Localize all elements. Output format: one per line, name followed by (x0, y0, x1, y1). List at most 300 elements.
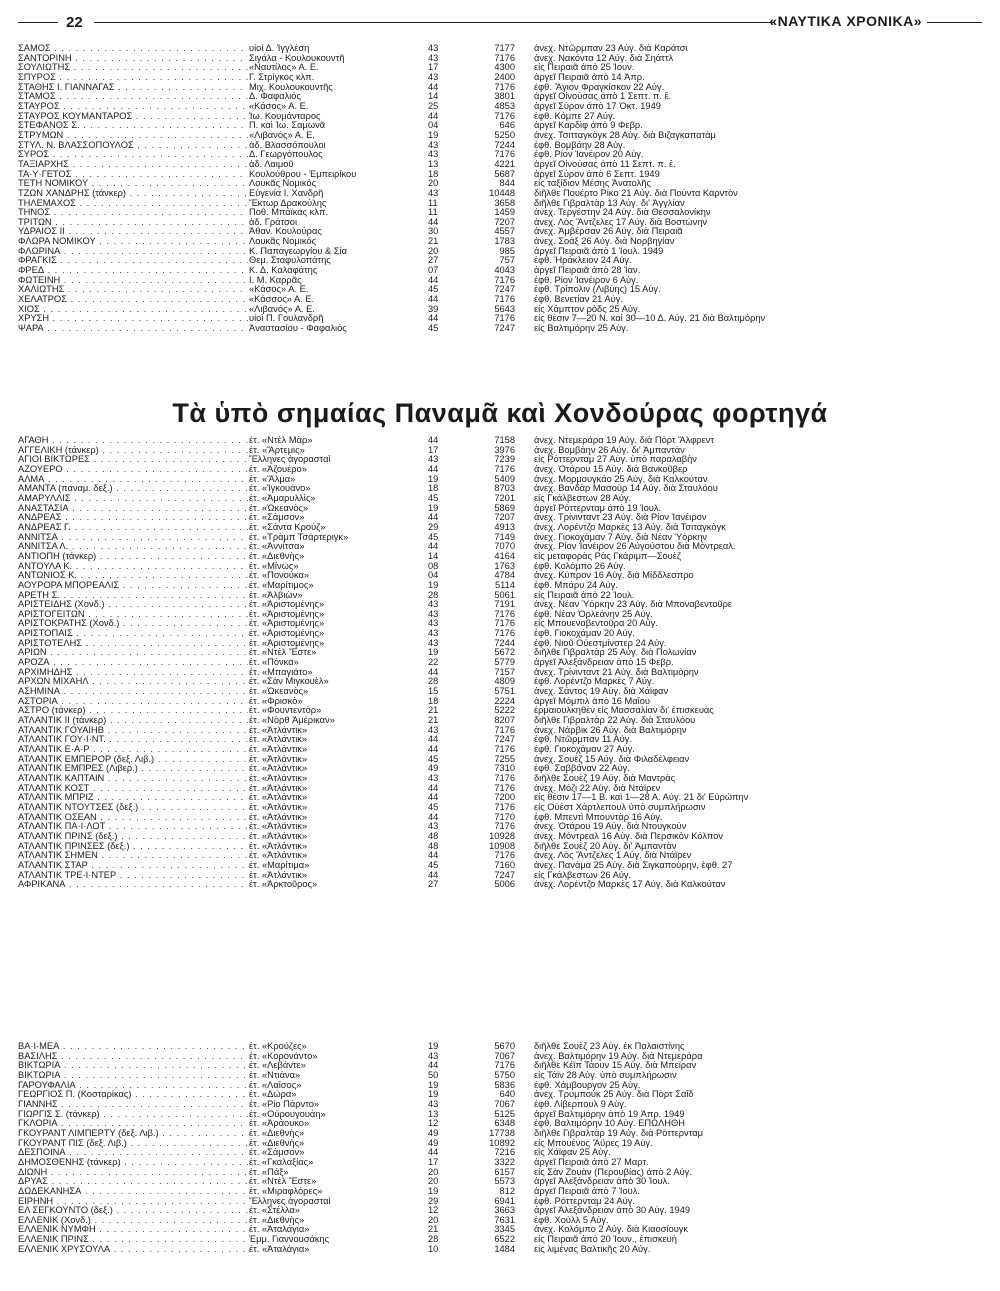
owner: ἑτ. «Μαρίτιμος» (249, 580, 314, 590)
owner: ἀδ. Βλασσόπουλοι (249, 140, 326, 150)
gross-tons-code: 45 (428, 532, 439, 542)
ship-name: ΑΡΕΤΗ Σ. . . . (18, 591, 248, 601)
status: εἰς θέσιν 17—1 Β. καὶ 1—28 Α. Αὐγ. 21 δι' Εὐρώπην (534, 793, 749, 803)
ship-name: ΑΤΛΑΝΤΙΚ Ε·Α·Ρ . . . (18, 745, 248, 755)
status: ἀνεχ. Κύπρον 16 Αὐγ. διὰ Μίδδλεσπρο (534, 571, 694, 581)
ship-row (18, 1168, 978, 1178)
status: διῆλθε Σουὲζ 23 Αὐγ. ἐκ Παλαιστίνης (534, 1042, 685, 1051)
gross-tons-code: 44 (428, 812, 439, 822)
tonnage: 7176 (494, 629, 515, 639)
ship-name: ΔΗΜΟΣΘΕΝΗΣ (τάνκερ) . . . (18, 1158, 248, 1168)
ship-name: ΦΡΑΓΚΙΣ . . . (18, 256, 248, 266)
gross-tons-code: 13 (428, 1109, 439, 1119)
status: ἀνεχ. Μορμουγκάο 25 Αὐγ. διὰ Καλκούταν (534, 474, 708, 484)
gross-tons-code: 21 (428, 237, 439, 247)
ship-row (18, 880, 978, 890)
ship-row (18, 697, 978, 707)
gross-tons-code: 14 (428, 551, 439, 561)
tonnage: 5672 (494, 648, 515, 658)
tonnage: 3658 (494, 198, 515, 208)
tonnage: 7070 (494, 542, 515, 552)
gross-tons-code: 17 (428, 445, 439, 455)
owner: ἑτ. «Σάντα Κρούζ» (249, 522, 326, 532)
owner: Κουλούθρου - Ἐμπειρίκου (249, 169, 357, 179)
status: ἀργεῖ Ἀλεξάνδρειαν ἀπὸ 30 Ἰουλ. (534, 1177, 670, 1187)
tonnage: 6348 (494, 1119, 515, 1129)
status: ἀνεχ. Ἀμβέρσαν 26 Αὐγ. διὰ Πειραιᾶ (534, 227, 683, 237)
ship-row (18, 112, 978, 122)
ship-name: ΣΤΥΛ. Ν. ΒΛΑΣΣΟΠΟΥΛΟΣ . . . (18, 141, 248, 151)
ship-name: ΣΤΑΥΡΟΣ ΚΟΥΜΑΝΤΑΡΟΣ . . . (18, 112, 248, 122)
gross-tons-code: 44 (428, 295, 439, 305)
ship-name: ΧΡΥΣΗ . . . (18, 314, 248, 324)
gross-tons-code: 43 (428, 1051, 439, 1061)
owner: ἑτ. «Ἀτλάντικ» (249, 812, 308, 822)
ship-name: ΑΝΝΙΤΣΑ . . . (18, 533, 248, 543)
gross-tons-code: 13 (428, 159, 439, 169)
owner: ἑτ. «Σὰν Μιγκουὲλ» (249, 677, 329, 687)
owner: «Λιβανός» Α. Ε. (249, 304, 315, 314)
owner: Εὐγενία Ι. Χανδρῆ (249, 188, 324, 198)
owner: ἑτ. «Διεθνὴς» (249, 1215, 305, 1225)
tonnage: 7247 (494, 324, 515, 334)
owner: ἑτ. «Ἀτλάντικ» (249, 793, 308, 803)
status: εἰς Πειραιᾶ ἀπὸ 22 Ἰουλ. (534, 590, 635, 600)
owner: Γ. Στρίγκος κλπ. (249, 72, 315, 82)
status: ἀνεχ. Σουὲζ 15 Αὐγ. διὰ Φιλαδέλφειαν (534, 754, 690, 764)
tonnage: 4043 (494, 266, 515, 276)
ship-name: ΒΙΚΤΩΡΙΑ . . . (18, 1061, 248, 1071)
ship-row (18, 871, 978, 881)
tonnage: 7176 (494, 802, 515, 812)
ship-name: ΑΤΛΑΝΤΙΚ ΙΙ (τάνκερ) . . . (18, 716, 248, 726)
tonnage: 7244 (494, 638, 515, 648)
owner: ἑτ. «Μπαγιάτο» (249, 667, 313, 677)
owner: Κ. Παπαγεωργίου & Σία (249, 246, 347, 256)
gross-tons-code: 44 (428, 745, 439, 754)
ship-name: ΑΝΤΩΝΙΟΣ Κ. . . . (18, 571, 248, 581)
tonnage: 7176 (494, 295, 515, 305)
owner: Ἕκτωρ Δρακούλης (249, 198, 327, 208)
ship-row (18, 1139, 978, 1149)
tonnage: 1459 (494, 208, 515, 218)
status: ἐφθ. Λίβερπουλ 9 Αὐγ. (534, 1099, 627, 1109)
owner: ἑτ. «Πονούκα» (249, 571, 310, 581)
status: ἐφθ. Μπεντὶ Μπουντὰρ 16 Αὐγ. (534, 812, 663, 822)
ship-name: ΑΟΥΡΟΡΑ ΜΠΟΡΕΑΛΙΣ . . . (18, 581, 248, 591)
status: εἰς μεταφορὰς Ρὰς Γκάριμπ—Σουὲζ (534, 551, 681, 561)
gross-tons-code: 44 (428, 1148, 439, 1158)
status: διῆλθε Γιβραλτὰρ 13 Αὐγ. δι' Ἀγγλίαν (534, 198, 685, 208)
ship-row (18, 314, 978, 324)
ship-name: ΑΡΟΖΑ . . . (18, 658, 248, 668)
ship-row (18, 199, 978, 209)
tonnage: 17738 (489, 1128, 515, 1138)
tonnage: 5750 (494, 1070, 515, 1080)
tonnage: 6941 (494, 1196, 515, 1206)
tonnage: 7176 (494, 619, 515, 629)
ship-name: ΒΙΚΤΩΡΙΑ . . . (18, 1071, 248, 1081)
tonnage: 7176 (494, 851, 515, 861)
ship-name: ΑΓΑΘΗ . . . (18, 436, 248, 446)
status: ἀνεχ. Τσιτταγκὸγκ 28 Αὐγ. διὰ Βιζαγκαπατὰμ (534, 130, 716, 140)
gross-tons-code: 44 (428, 870, 439, 880)
ship-row (18, 150, 978, 160)
ship-row (18, 803, 978, 813)
ship-name: ΓΚΛΟΡΙΑ . . . (18, 1119, 248, 1129)
tonnage: 5643 (494, 304, 515, 314)
gross-tons-code: 30 (428, 227, 439, 237)
ship-row (18, 305, 978, 315)
ship-name: ΤΗΝΟΣ . . . (18, 208, 248, 218)
owner: ἑτ. «Ἰγκουάνο» (249, 484, 311, 494)
owner: ἑτ. «Πόνκα» (249, 658, 299, 668)
tonnage: 985 (499, 246, 515, 256)
tonnage: 4221 (494, 159, 515, 169)
ship-name: ΓΚΟΥΡΑΝΤ ΛΙΜΠΕΡΤΥ (δεξ. Λιβ.) . . . (18, 1129, 248, 1139)
tonnage: 10892 (489, 1138, 515, 1148)
owner: ἑτ. «Ντὲλ Μὰρ» (249, 436, 313, 445)
gross-tons-code: 27 (428, 256, 439, 266)
status: ἀνεχ. Ὀτάρου 19 Αὐγ. διὰ Ντουγκούν (534, 822, 687, 832)
gross-tons-code: 12 (428, 1206, 439, 1216)
tonnage: 2400 (494, 72, 515, 82)
status: εἰς Μπουένος Ἄϋρες 19 Αὐγ. (534, 1138, 653, 1148)
tonnage: 7247 (494, 285, 515, 295)
ship-row (18, 1148, 978, 1158)
ship-row (18, 648, 978, 658)
owner: Δ. Γεωργόπουλος (249, 150, 323, 160)
owner: ἑτ. «Ἄλμα» (249, 474, 296, 484)
status: ἀνεχ. Βομβάην 26 Αὐγ. δι' Ἀμπαντὰν (534, 445, 685, 455)
ship-name: ΑΤΛΑΝΤΙΚ ΚΟΣΤ . . . (18, 784, 248, 794)
ship-name: ΣΟΥΛΙΩΤΗΣ . . . (18, 63, 248, 73)
gross-tons-code: 50 (428, 1070, 439, 1080)
ship-row (18, 218, 978, 228)
status: ἐφθ. Χάμβουργον 25 Αὐγ. (534, 1080, 641, 1090)
status: ἐφθ. Βενετίαν 21 Αὐγ. (534, 295, 623, 305)
tonnage: 7247 (494, 870, 515, 880)
tonnage: 7176 (494, 53, 515, 63)
ship-name: ΑΤΛΑΝΤΙΚ ΠΑ·Ι·ΛΟΤ . . . (18, 822, 248, 832)
gross-tons-code: 21 (428, 1225, 439, 1235)
owner: «Κάσος» Α. Ε. (249, 285, 309, 295)
ship-row (18, 247, 978, 257)
gross-tons-code: 45 (428, 802, 439, 812)
ship-name: ΔΩΔΕΚΑΝΗΣΑ . . . (18, 1187, 248, 1197)
ship-row (18, 677, 978, 687)
ship-row (18, 1187, 978, 1197)
ship-name: ΑΣΗΜΙΝΑ . . . (18, 687, 248, 697)
owner: ἑτ. «Διεθνὴς» (249, 551, 305, 561)
ship-name: ΑΤΛΑΝΤΙΚ ΕΜΠΡΕΣ (Λιβερ.) . . . (18, 764, 248, 774)
status: ἐφθ. Ντῶρμπαν 11 Αὐγ. (534, 735, 632, 745)
gross-tons-code: 45 (428, 493, 439, 503)
tonnage: 3801 (494, 92, 515, 102)
ship-name: ΓΙΑΝΝΗΣ . . . (18, 1100, 248, 1110)
ship-row (18, 619, 978, 629)
tonnage: 8207 (494, 716, 515, 726)
owner: υἱοὶ Δ. Ἰγγλέση (249, 44, 310, 53)
ship-name: ΒΑΣΙΛΗΣ . . . (18, 1052, 248, 1062)
ship-row (18, 44, 978, 54)
status: ἀργεῖ Οἰνούσας ἀπὸ 1 Σεπτ. π. ἔ. (534, 92, 672, 102)
gross-tons-code: 43 (428, 629, 439, 639)
ship-name: ΑΜΑΝΤΑ (παναμ. δεξ.) . . . (18, 484, 248, 494)
status: ἐφθ. Γιοκοχάμαν 27 Αὐγ. (534, 745, 635, 754)
tonnage: 10928 (489, 831, 515, 841)
ship-name: ΤΖΩΝ ΧΑΝΔΡΗΣ (τάνκερ) . . . (18, 189, 248, 199)
ship-name: ΕΛΛΕΝΙΚ (Χονδ.) . . . (18, 1216, 248, 1226)
status: ἀργεῖ Ἀλεξάνδρειαν ἀπὸ 30 Αὐγ. 1949 (534, 1206, 691, 1216)
owner: Κ. Δ. Καλαφάτης (249, 266, 318, 276)
tonnage: 4913 (494, 522, 515, 532)
ship-row (18, 504, 978, 514)
gross-tons-code: 45 (428, 754, 439, 764)
status: ἀνεχ. Τεργέστην 24 Αὐγ. διὰ Θεσσαλονίκην (534, 208, 711, 218)
owner: ἑτ. «Ἀτλάντικ» (249, 773, 308, 783)
status: διῆλθε Γιβραλτὰρ 25 Αὐγ. διὰ Πολωνίαν (534, 648, 697, 658)
owner: ἑτ. «Διεθνὴς» (249, 1138, 305, 1148)
gross-tons-code: 08 (428, 561, 439, 571)
owner: ἑτ. «Ἀννίτσα» (249, 542, 305, 552)
tonnage: 10448 (489, 188, 515, 198)
ship-row (18, 276, 978, 286)
owner: ἑτ. «Ἀριστομένης» (249, 638, 325, 648)
ship-row (18, 1119, 978, 1129)
tonnage: 7177 (494, 44, 515, 53)
status: ἐφθ. Βομβάην 28 Αὐγ. (534, 140, 626, 150)
status: εἰς Γκάλβεστων 26 Αὐγ. (534, 870, 632, 880)
header-rule-left (18, 22, 58, 23)
tonnage: 7191 (494, 600, 515, 610)
owner: ἑτ. «Ἀτλάντικ» (249, 851, 308, 861)
gross-tons-code: 20 (428, 179, 439, 189)
tonnage: 3976 (494, 445, 515, 455)
owner: Ἕλληνες ἀγορασταὶ (249, 455, 331, 465)
tonnage: 5125 (494, 1109, 515, 1119)
status: ἀνεχ. Λὸς Ἄντζελες 17 Αὐγ. διὰ Βοστώνην (534, 217, 708, 227)
gross-tons-code: 18 (428, 169, 439, 179)
status: ἀνεχ. Σάντος 19 Αὐγ. διὰ Χάϊφαν (534, 687, 669, 697)
ship-row (18, 121, 978, 131)
status: ἀργεῖ Πειραιᾶ ἀπὸ 7 Ἰουλ. (534, 1186, 640, 1196)
ship-row (18, 1158, 978, 1168)
section-heading-panama-honduras: Τὰ ὑπὸ σημαίας Παναμᾶ καὶ Χονδούρας φορτηγά (172, 398, 828, 428)
tonnage: 7201 (494, 493, 515, 503)
ship-name: ΑΓΓΕΛΙΚΗ (τάνκερ) . . . (18, 446, 248, 456)
status: ἀνεχ. Βαλτιμόρην 19 Αὐγ. διὰ Ντεμεράρα (534, 1051, 703, 1061)
ship-row (18, 1206, 978, 1216)
tonnage: 757 (499, 256, 515, 266)
status: ἀνεχ. Σοὰξ 26 Αὐγ. διὰ Νορβηγίαν (534, 237, 675, 247)
gross-tons-code: 17 (428, 63, 439, 73)
ship-row (18, 83, 978, 93)
status: ἀργεῖ Καρδὶφ ἀπὸ 9 Φεβρ. (534, 121, 643, 131)
ship-row (18, 706, 978, 716)
gross-tons-code: 20 (428, 1177, 439, 1187)
ship-name: ΣΤΡΥΜΩΝ . . . (18, 131, 248, 141)
tonnage: 7176 (494, 275, 515, 285)
owner: ἑτ. «Ἀμαρυλλὶς» (249, 493, 316, 503)
ship-row (18, 189, 978, 199)
owner: Μιχ. Κουλουκουντῆς (249, 82, 333, 92)
status: ἀργεῖ Πειραιᾶ ἀπὸ 27 Μαρτ. (534, 1157, 649, 1167)
owner: ἑτ. «Ἀτλάντικ» (249, 802, 308, 812)
ship-row (18, 1071, 978, 1081)
status: ἐφθ. Ρίον Ἰανέιρον 20 Αὐγ. (534, 150, 644, 160)
status: εἰς Τάϊν 28 Αὐγ. ὑπὸ συμπλήρωσιν (534, 1070, 677, 1080)
gross-tons-code: 11 (428, 208, 438, 218)
ship-row (18, 851, 978, 861)
ship-row (18, 581, 978, 591)
gross-tons-code: 44 (428, 82, 439, 92)
owner: ἑτ. «Γκαλαξίας» (249, 1157, 314, 1167)
ship-row (18, 1061, 978, 1071)
ship-name: ΔΡΥΑΣ . . . (18, 1177, 248, 1187)
status: διῆλθε Κέϊπ Τάουν 15 Αὐγ. διὰ Μπεϊραν (534, 1061, 697, 1071)
owner: ἑτ. «Ἀλβιὼν» (249, 590, 303, 600)
gross-tons-code: 19 (428, 580, 439, 590)
ship-row (18, 179, 978, 189)
gross-tons-code: 19 (428, 474, 439, 484)
status: εἰς λιμένας Βαλτικῆς 20 Αὐγ. (534, 1244, 651, 1254)
ship-row (18, 1110, 978, 1120)
gross-tons-code: 14 (428, 92, 439, 102)
gross-tons-code: 45 (428, 324, 439, 334)
gross-tons-code: 45 (428, 285, 439, 295)
ship-name: ΑΡΧΩΝ ΜΙΧΑΗΛ . . . (18, 677, 248, 687)
gross-tons-code: 44 (428, 667, 439, 677)
status: ἐφθ. Γιοκοχάμαν 20 Αὐγ. (534, 629, 635, 639)
tonnage: 4784 (494, 571, 515, 581)
ship-row (18, 160, 978, 170)
status: ἀργεῖ Ρόττερνταμ ἀπὸ 19 Ἰουλ. (534, 503, 662, 513)
gross-tons-code: 19 (428, 503, 439, 513)
status: ἐφθ. Χοὺλλ 5 Αὐγ. (534, 1215, 609, 1225)
status: ἀνεχ. Κολόμπο 2 Αὐγ. διὰ Κιαοσίουγκ (534, 1225, 689, 1235)
ship-row (18, 1100, 978, 1110)
ship-row (18, 784, 978, 794)
ship-row (18, 1081, 978, 1091)
gross-tons-code: 43 (428, 609, 439, 619)
gross-tons-code: 43 (428, 150, 439, 160)
owner: ἑτ. «Μίνως» (249, 561, 299, 571)
status: εἰς Χάμπτον ρὸδς 25 Αὐγ. (534, 304, 641, 314)
gross-tons-code: 04 (428, 571, 439, 581)
status: ἀργεῖ Ἀλεξάνδρειαν ἀπὸ 15 Φεβρ. (534, 658, 674, 668)
ship-row (18, 861, 978, 871)
ship-row (18, 484, 978, 494)
tonnage: 5250 (494, 130, 515, 140)
tonnage: 640 (499, 1090, 515, 1100)
header-rule-right (927, 22, 982, 23)
tonnage: 5670 (494, 1042, 515, 1051)
gross-tons-code: 49 (428, 764, 439, 774)
gross-tons-code: 43 (428, 638, 439, 648)
owner: ἀδ. Λαιμοῦ (249, 159, 294, 169)
tonnage: 7200 (494, 793, 515, 803)
ship-row (18, 63, 978, 73)
gross-tons-code: 48 (428, 841, 439, 851)
ship-name: ΓΚΟΥΡΑΝΤ ΠΙΣ (δεξ. Λιβ.) . . . (18, 1139, 248, 1149)
tonnage: 7631 (494, 1215, 515, 1225)
ship-name: ΑΝΝΙΤΣΑ Λ. . . . (18, 542, 248, 552)
ship-row (18, 73, 978, 83)
owner: ἑτ. «Ἀτλάντικ» (249, 745, 308, 754)
owner: ἑτ. «Οὐρουγουάη» (249, 1109, 326, 1119)
panama-ship-list-a (18, 436, 978, 890)
ship-row (18, 755, 978, 765)
tonnage: 7176 (494, 1061, 515, 1071)
ship-row (18, 102, 978, 112)
tonnage: 4300 (494, 63, 515, 73)
owner: ἑτ. «Ὠκεανὸς» (249, 503, 309, 513)
ship-name: ΑΤΛΑΝΤΙΚ ΠΡΙΝΣΕΣ (δεξ.) . . . (18, 842, 248, 852)
ship-name: ΑΡΙΣΤΟΠΑΙΣ . . . (18, 629, 248, 639)
gross-tons-code: 43 (428, 822, 439, 832)
tonnage: 6157 (494, 1167, 515, 1177)
ship-row (18, 658, 978, 668)
ship-row (18, 266, 978, 276)
ship-name: ΤΑΞΙΑΡΧΗΣ . . . (18, 160, 248, 170)
status: ἀνεχ. Νέαν Ὑόρκην 23 Αὐγ. διὰ Μποναβεντοῦρε (534, 600, 733, 610)
ship-row (18, 208, 978, 218)
gross-tons-code: 44 (428, 542, 439, 552)
ship-name: ΑΣΤΟΡΙΑ . . . (18, 697, 248, 707)
ship-row (18, 1216, 978, 1226)
tonnage: 4853 (494, 101, 515, 111)
ship-name: ΑΝΑΣΤΑΣΙΑ . . . (18, 504, 248, 514)
status: εἰς Βαλτιμόρην 25 Αὐγ. (534, 324, 629, 334)
ship-row (18, 842, 978, 852)
ship-name: ΤΗΛΕΜΑΧΟΣ . . . (18, 199, 248, 209)
owner: ἑτ. «Φουντεντὸρ» (249, 706, 322, 716)
ship-row (18, 1177, 978, 1187)
gross-tons-code: 44 (428, 436, 439, 445)
ship-name: ΦΛΩΡΙΝΑ . . . (18, 247, 248, 257)
ship-row (18, 629, 978, 639)
status: διῆλθε Γιβραλτὰρ 22 Αὐγ. διὰ Σταυλόου (534, 716, 696, 726)
tonnage: 7176 (494, 745, 515, 754)
owner: ἑτ. «Δώρα» (249, 1090, 297, 1100)
owner: Π. καὶ Ἰω. Σαμωνᾶ (249, 121, 326, 131)
tonnage: 7067 (494, 1099, 515, 1109)
ship-name: ΑΡΙΣΤΟΚΡΑΤΗΣ (Χονδ.) . . . (18, 619, 248, 629)
ship-row (18, 256, 978, 266)
owner: ἑτ. «Ἀράουκο» (249, 1119, 310, 1129)
gross-tons-code: 43 (428, 619, 439, 629)
status: ἀνεχ. Ντεμεράρα 19 Αὐγ. διὰ Πὸρτ Ἄλφρεντ (534, 436, 714, 445)
tonnage: 7247 (494, 735, 515, 745)
ship-name: ΦΩΤΕΙΝΗ . . . (18, 276, 248, 286)
tonnage: 4557 (494, 227, 515, 237)
status: ἀνεχ. Πανάμα 25 Αὐγ. διὰ Σιγκαπούρην, ἐφθ. 27 (534, 860, 733, 870)
tonnage: 1484 (494, 1244, 515, 1254)
tonnage: 7176 (494, 464, 515, 474)
owner: ἑτ. «Μιραφλόρες» (249, 1186, 323, 1196)
ship-name: ΧΕΛΑΤΡΟΣ . . . (18, 295, 248, 305)
owner: Δ. Φαφαλιός (249, 92, 301, 102)
ship-name: ΑΖΟΥΕΡΟ . . . (18, 465, 248, 475)
tonnage: 10908 (489, 841, 515, 851)
gross-tons-code: 44 (428, 1061, 439, 1071)
status: ἀνεχ. Τρίνινταντ 21 Αὐγ. διὰ Βαλτιμόρην (534, 667, 699, 677)
tonnage: 3345 (494, 1225, 515, 1235)
tonnage: 5006 (494, 880, 515, 890)
ship-name: ΑΣΤΡΟ (τάνκερ) . . . (18, 706, 248, 716)
tonnage: 6522 (494, 1235, 515, 1245)
